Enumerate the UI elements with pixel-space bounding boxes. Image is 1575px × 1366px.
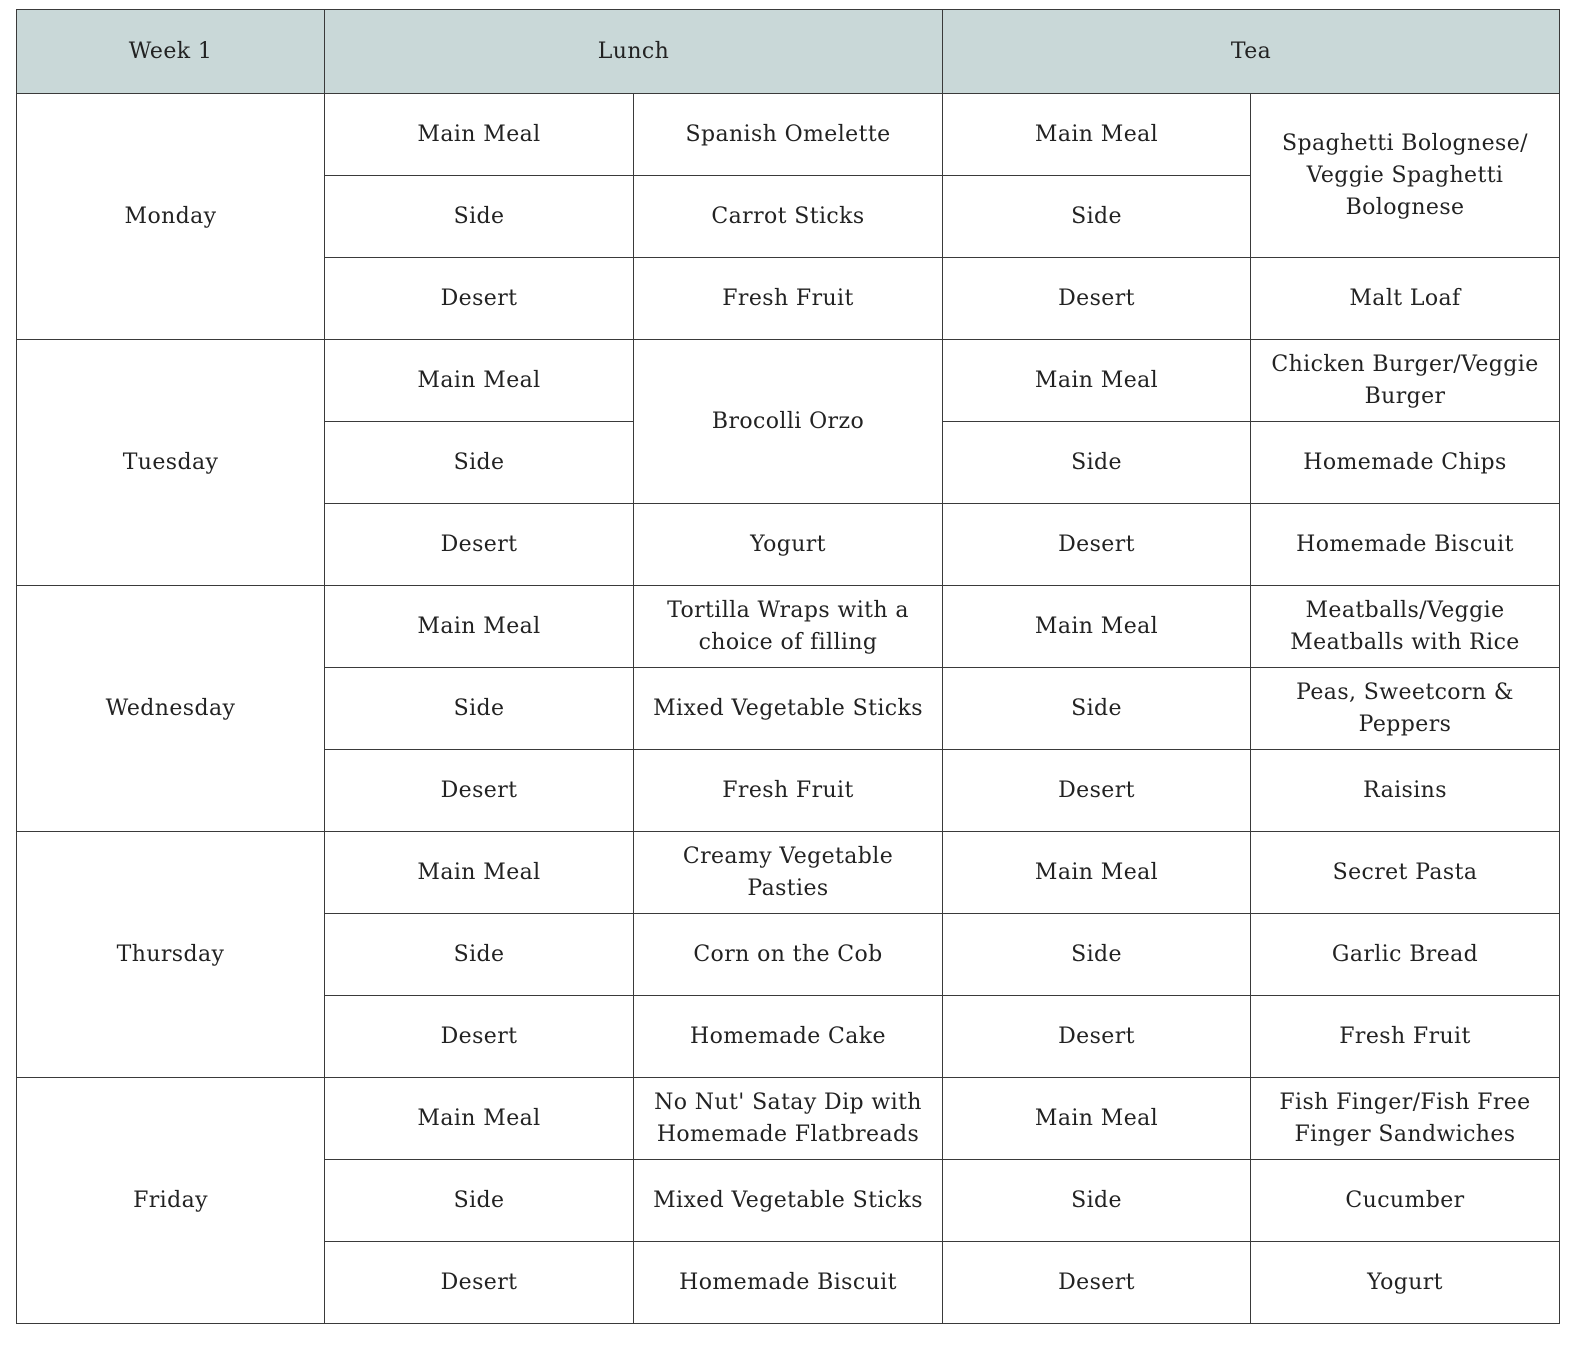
- lunch-desert-value: Homemade Biscuit: [634, 1242, 943, 1324]
- lunch-main-label: Main Meal: [325, 832, 634, 914]
- tea-main-label: Main Meal: [943, 832, 1251, 914]
- lunch-side-value: Mixed Vegetable Sticks: [634, 1160, 943, 1242]
- lunch-header: Lunch: [325, 10, 943, 94]
- table-row: [17, 340, 1560, 422]
- tea-desert-label: Desert: [943, 996, 1251, 1078]
- lunch-desert-label: Desert: [325, 996, 634, 1078]
- lunch-side-value: Mixed Vegetable Sticks: [634, 668, 943, 750]
- day-name: Friday: [17, 1078, 325, 1324]
- tea-side-value: Cucumber: [1251, 1160, 1560, 1242]
- tea-main-label: Main Meal: [943, 586, 1251, 668]
- day-name: Monday: [17, 94, 325, 340]
- tea-main-value: Chicken Burger/Veggie Burger: [1251, 340, 1560, 422]
- tea-main-value: Secret Pasta: [1251, 832, 1560, 914]
- tea-header: Tea: [943, 10, 1560, 94]
- lunch-side-label: Side: [325, 668, 634, 750]
- tea-desert-value: Raisins: [1251, 750, 1560, 832]
- tea-desert-label: Desert: [943, 1242, 1251, 1324]
- lunch-side-label: Side: [325, 422, 634, 504]
- tea-side-label: Side: [943, 1160, 1251, 1242]
- lunch-desert-label: Desert: [325, 504, 634, 586]
- tea-side-value: Homemade Chips: [1251, 422, 1560, 504]
- tea-desert-value: Malt Loaf: [1251, 258, 1560, 340]
- tea-desert-value: Yogurt: [1251, 1242, 1560, 1324]
- lunch-main-value: Spanish Omelette: [634, 94, 943, 176]
- table-row: [17, 1078, 1560, 1160]
- lunch-main-label: Main Meal: [325, 340, 634, 422]
- lunch-main-label: Main Meal: [325, 94, 634, 176]
- tea-main-label: Main Meal: [943, 340, 1251, 422]
- week-header: Week 1: [17, 10, 325, 94]
- lunch-desert-value: Yogurt: [634, 504, 943, 586]
- tea-desert-label: Desert: [943, 504, 1251, 586]
- lunch-side-label: Side: [325, 176, 634, 258]
- lunch-main-value: Creamy Vegetable Pasties: [634, 832, 943, 914]
- lunch-desert-label: Desert: [325, 258, 634, 340]
- tea-desert-value: Homemade Biscuit: [1251, 504, 1560, 586]
- table-row: [17, 586, 1560, 668]
- tea-side-label: Side: [943, 914, 1251, 996]
- table-row: [17, 832, 1560, 914]
- lunch-main-value: Tortilla Wraps with a choice of filling: [634, 586, 943, 668]
- lunch-main-value: Brocolli Orzo: [634, 340, 943, 504]
- weekly-menu-table: [16, 9, 1560, 1324]
- lunch-side-value: Carrot Sticks: [634, 176, 943, 258]
- tea-main-label: Main Meal: [943, 94, 1251, 176]
- lunch-side-label: Side: [325, 1160, 634, 1242]
- day-name: Tuesday: [17, 340, 325, 586]
- day-name: Wednesday: [17, 586, 325, 832]
- tea-main-value: Fish Finger/Fish Free Finger Sandwiches: [1251, 1078, 1560, 1160]
- tea-main-value: Meatballs/Veggie Meatballs with Rice: [1251, 586, 1560, 668]
- tea-desert-label: Desert: [943, 258, 1251, 340]
- tea-desert-label: Desert: [943, 750, 1251, 832]
- lunch-side-value: Corn on the Cob: [634, 914, 943, 996]
- tea-side-label: Side: [943, 176, 1251, 258]
- header-row: [17, 10, 1560, 94]
- tea-side-label: Side: [943, 422, 1251, 504]
- tea-desert-value: Fresh Fruit: [1251, 996, 1560, 1078]
- lunch-desert-value: Fresh Fruit: [634, 258, 943, 340]
- lunch-main-value: No Nut' Satay Dip with Homemade Flatbreads: [634, 1078, 943, 1160]
- lunch-side-label: Side: [325, 914, 634, 996]
- lunch-desert-label: Desert: [325, 1242, 634, 1324]
- day-name: Thursday: [17, 832, 325, 1078]
- table-row: [17, 94, 1560, 176]
- lunch-main-label: Main Meal: [325, 1078, 634, 1160]
- lunch-main-label: Main Meal: [325, 586, 634, 668]
- lunch-desert-label: Desert: [325, 750, 634, 832]
- lunch-desert-value: Fresh Fruit: [634, 750, 943, 832]
- tea-side-value: Garlic Bread: [1251, 914, 1560, 996]
- lunch-desert-value: Homemade Cake: [634, 996, 943, 1078]
- tea-main-value: Spaghetti Bolognese/ Veggie Spaghetti Bolognese: [1251, 94, 1560, 258]
- tea-side-label: Side: [943, 668, 1251, 750]
- tea-side-value: Peas, Sweetcorn & Peppers: [1251, 668, 1560, 750]
- tea-main-label: Main Meal: [943, 1078, 1251, 1160]
